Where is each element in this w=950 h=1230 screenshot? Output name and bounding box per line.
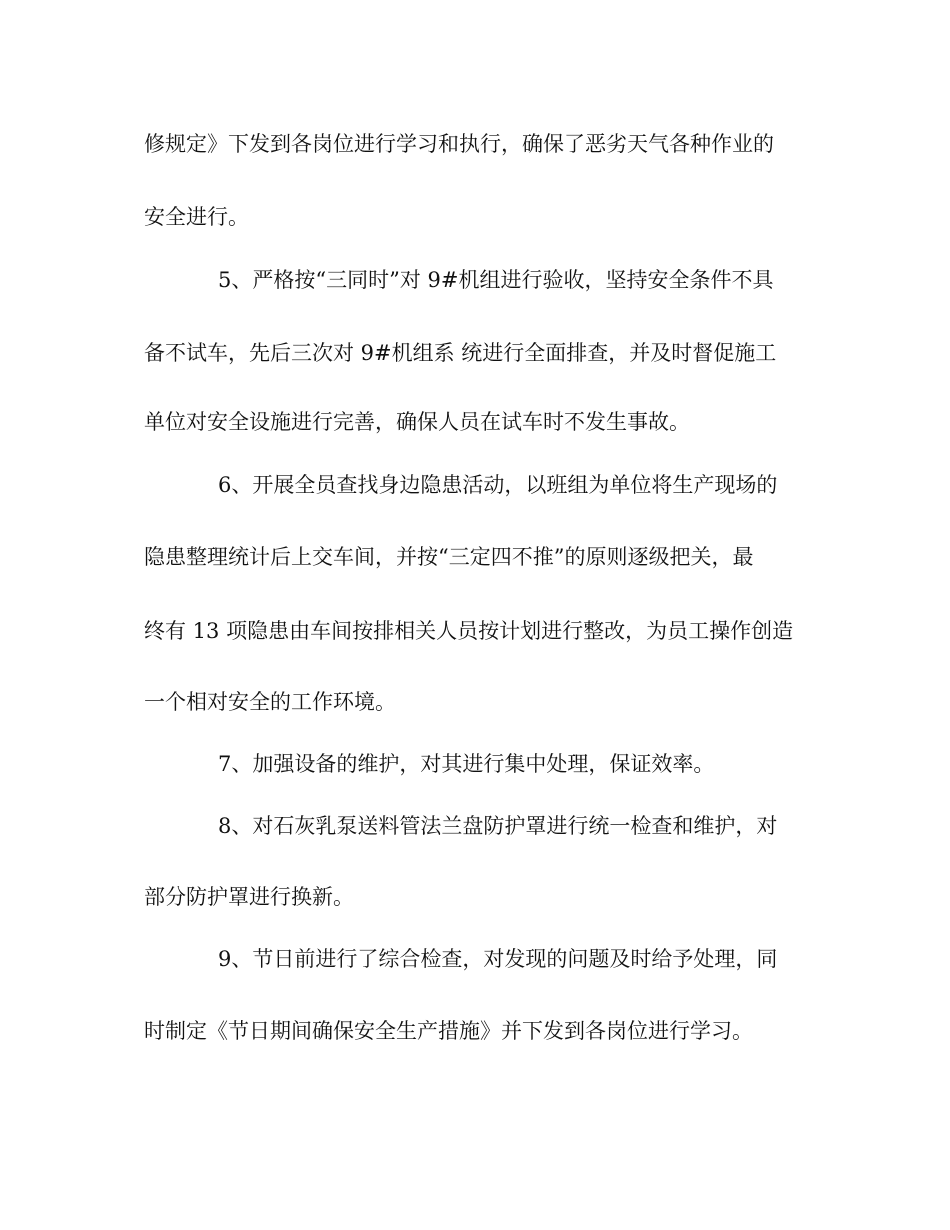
text-line: 部分防护罩进行换新。 <box>144 885 354 909</box>
text-line: 备不试车，先后三次对 9#机组系 统进行全面排查，并及时督促施工 <box>144 341 777 365</box>
paragraph-start-line: 8、对石灰乳泵送料管法兰盘防护罩进行统一检查和维护，对 <box>218 814 778 838</box>
paragraph-start-line: 6、开展全员查找身边隐患活动，以班组为单位将生产现场的 <box>218 473 778 497</box>
text-line: 安全进行。 <box>144 205 249 229</box>
paragraph-start-line: 5、严格按“三同时”对 9#机组进行验收，坚持安全条件不具 <box>218 268 774 292</box>
text-line: 一个相对安全的工作环境。 <box>144 690 396 714</box>
text-line: 时制定《节日期间确保安全生产措施》并下发到各岗位进行学习。 <box>144 1019 753 1043</box>
text-line: 终有 13 项隐患由车间按排相关人员按计划进行整改，为员工操作创造 <box>144 619 794 643</box>
paragraph-start-line: 7、加强设备的维护，对其进行集中处理，保证效率。 <box>218 752 715 776</box>
text-line: 隐患整理统计后上交车间，并按“三定四不推”的原则逐级把关，最 <box>144 545 754 569</box>
paragraph-start-line: 9、节日前进行了综合检查，对发现的问题及时给予处理，同 <box>218 947 778 971</box>
text-line: 单位对安全设施进行完善，确保人员在试车时不发生事故。 <box>144 410 690 434</box>
text-line: 修规定》下发到各岗位进行学习和执行，确保了恶劣天气各种作业的 <box>144 132 774 156</box>
